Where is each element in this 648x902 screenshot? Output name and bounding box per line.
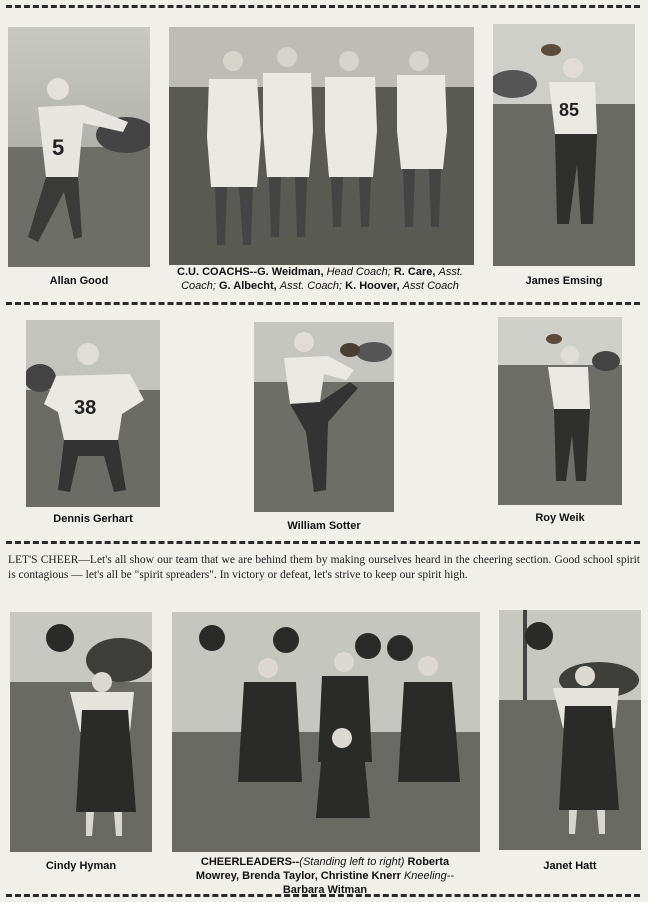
photo-cheerleaders	[172, 612, 480, 852]
caption-roy-weik: Roy Weik	[535, 512, 585, 524]
photo-roy-weik	[498, 317, 622, 505]
caption-coaches	[160, 265, 480, 293]
row1-divider	[6, 302, 640, 305]
coach-role-4: Asst Coach	[402, 280, 459, 292]
top-divider	[6, 5, 640, 8]
jersey-number: 5	[52, 135, 65, 160]
caption-william-sotter: William Sotter	[287, 520, 361, 532]
cheerleaders-kneeling-note: Kneeling--	[403, 870, 455, 882]
photo-james-emsing	[493, 24, 635, 266]
cheer-paragraph: LET'S CHEER—Let's all show our team that we are behind them by making ourselves heard in the cheering section. Good school spirit is contagious — let's all be "spirit spreaders". In victory or defeat, let's strive to keep our spirit high.	[8, 554, 640, 581]
cheerleaders-names-3: Barbara Witman	[282, 884, 368, 896]
caption-allan-good: Allan Good	[49, 275, 109, 287]
jersey-number: 38	[74, 397, 97, 419]
caption-cheerleaders	[160, 855, 490, 897]
photo-cindy-hyman	[10, 612, 152, 852]
coach-name-1: G. Weidman,	[257, 266, 324, 278]
photo-allan-good	[8, 27, 150, 267]
cheerleaders-names-1: Roberta	[407, 856, 450, 868]
coach-name-4: K. Hoover,	[345, 280, 400, 292]
cheerleaders-prefix: CHEERLEADERS--	[200, 856, 300, 868]
coach-role-1: Head Coach;	[326, 266, 391, 278]
coach-role-2: Asst.	[438, 266, 463, 278]
coach-name-2: R. Care,	[393, 266, 436, 278]
cheerleaders-standing-note: (Standing left to right)	[299, 856, 405, 868]
photo-coaches	[169, 27, 474, 265]
caption-james-emsing: James Emsing	[525, 275, 603, 287]
coach-name-3: G. Albecht,	[219, 280, 277, 292]
cheerleaders-names-2: Mowrey, Brenda Taylor, Christine Knerr	[195, 870, 401, 882]
coach-role-3: Asst. Coach;	[279, 280, 343, 292]
photo-william-sotter	[254, 322, 394, 512]
row2-divider	[6, 541, 640, 544]
photo-dennis-gerhart	[26, 320, 160, 507]
caption-cindy-hyman: Cindy Hyman	[45, 860, 117, 872]
coaches-prefix: C.U. COACHS--	[177, 266, 258, 278]
photo-janet-hatt	[499, 610, 641, 850]
jersey-number: 85	[559, 100, 580, 120]
caption-janet-hatt: Janet Hatt	[543, 860, 597, 872]
coach-role-2b: Coach;	[181, 280, 216, 292]
caption-dennis-gerhart: Dennis Gerhart	[53, 513, 133, 525]
